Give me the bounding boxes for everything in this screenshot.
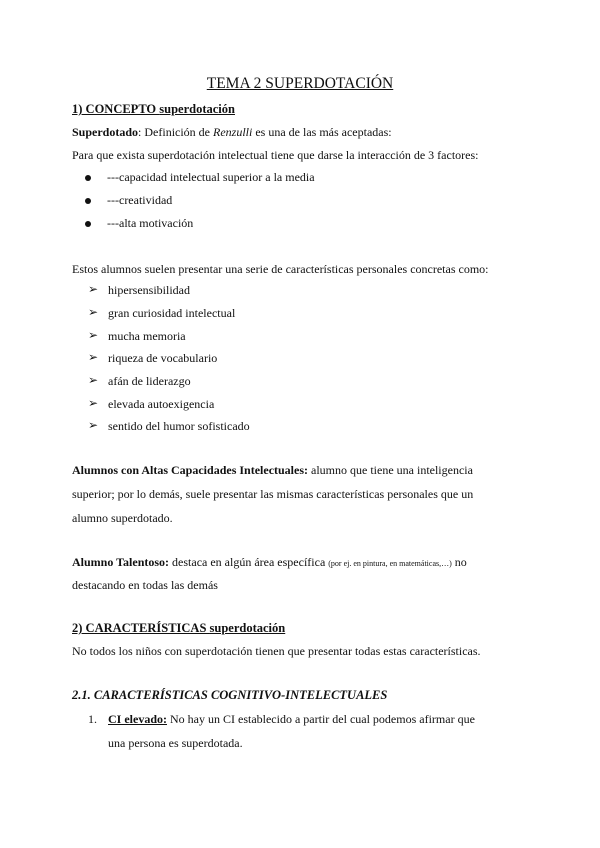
trait-text: afán de liderazgo — [108, 374, 191, 388]
definition-term: Superdotado — [72, 125, 139, 139]
talent-paragraph-line1 — [72, 555, 467, 570]
item-text: No hay un CI establecido a partir del cual podemos afirmar que — [167, 712, 475, 726]
aci-paragraph-line2: superior; por lo demás, suele presentar las mismas características personales que un — [72, 487, 474, 501]
arrow-bullet-icon: ➢ — [88, 282, 99, 296]
factor-item — [107, 170, 315, 185]
factor-text: ---alta motivación — [107, 216, 194, 230]
definition-line — [72, 125, 392, 140]
arrow-bullet-icon: ➢ — [88, 328, 99, 342]
talent-text: destaca en algún área específica — [169, 555, 329, 569]
bullet-dot-icon — [85, 175, 91, 181]
talent-tail: no — [451, 555, 467, 569]
talent-example: (por ej. en pintura, en matemáticas,…) — [328, 559, 452, 568]
talent-paragraph-line2: destacando en todas las demás — [72, 578, 218, 592]
definition-text-a: : Definición de — [138, 125, 214, 139]
trait-item — [88, 350, 218, 366]
numbered-item-line2: una persona es superdotada. — [108, 736, 243, 750]
trait-text: riqueza de vocabulario — [108, 351, 218, 365]
trait-item — [88, 305, 236, 321]
trait-item — [88, 396, 215, 412]
arrow-bullet-icon: ➢ — [88, 418, 99, 432]
factors-intro: Para que exista superdotación intelectual tiene que darse la interacción de 3 factores: — [72, 148, 479, 162]
section2-heading — [72, 621, 285, 636]
arrow-bullet-icon: ➢ — [88, 396, 99, 410]
item-number: 1. — [88, 712, 97, 726]
section2-intro: No todos los niños con superdotación tienen que presentar todas estas características. — [72, 644, 481, 658]
page-title: TEMA 2 SUPERDOTACIÓN — [206, 75, 394, 92]
bullet-dot-icon — [85, 198, 91, 204]
aci-term: Alumnos con Altas Capacidades Intelectuales: — [72, 463, 309, 477]
section1-heading-suffix: superdotación — [159, 102, 235, 116]
definition-author: Renzulli — [213, 125, 253, 139]
aci-paragraph-line1 — [72, 463, 473, 478]
item-term: CI elevado: — [108, 712, 167, 726]
section1-heading — [72, 102, 235, 117]
trait-text: gran curiosidad intelectual — [108, 306, 236, 320]
factor-text: ---creatividad — [107, 193, 173, 207]
trait-text: sentido del humor sofisticado — [108, 419, 250, 433]
numbered-item — [88, 712, 475, 727]
trait-text: hipersensibilidad — [108, 283, 190, 297]
factor-text: ---capacidad intelectual superior a la media — [107, 170, 315, 184]
section2-heading-prefix: 2) CARACTERÍSTICAS — [72, 621, 210, 635]
trait-item — [88, 282, 190, 298]
trait-text: mucha memoria — [108, 329, 186, 343]
trait-item — [88, 418, 250, 434]
trait-item — [88, 328, 186, 344]
aci-paragraph-line3: alumno superdotado. — [72, 511, 173, 525]
talent-term: Alumno Talentoso: — [72, 555, 170, 569]
factor-item — [107, 216, 193, 231]
definition-text-b: es una de las más aceptadas: — [252, 125, 392, 139]
section2-heading-suffix: superdotación — [209, 621, 286, 635]
bullet-dot-icon — [85, 221, 91, 227]
factor-item — [107, 193, 172, 208]
aci-text: alumno que tiene una inteligencia — [308, 463, 473, 477]
trait-item — [88, 373, 191, 389]
arrow-bullet-icon: ➢ — [88, 373, 99, 387]
traits-intro: Estos alumnos suelen presentar una serie de características personales concretas como: — [72, 262, 489, 276]
section1-heading-prefix: 1) CONCEPTO — [72, 102, 160, 116]
trait-text: elevada autoexigencia — [108, 397, 215, 411]
arrow-bullet-icon: ➢ — [88, 305, 99, 319]
arrow-bullet-icon: ➢ — [88, 350, 99, 364]
subsection-heading: 2.1. CARACTERÍSTICAS COGNITIVO-INTELECTUALES — [72, 688, 388, 702]
